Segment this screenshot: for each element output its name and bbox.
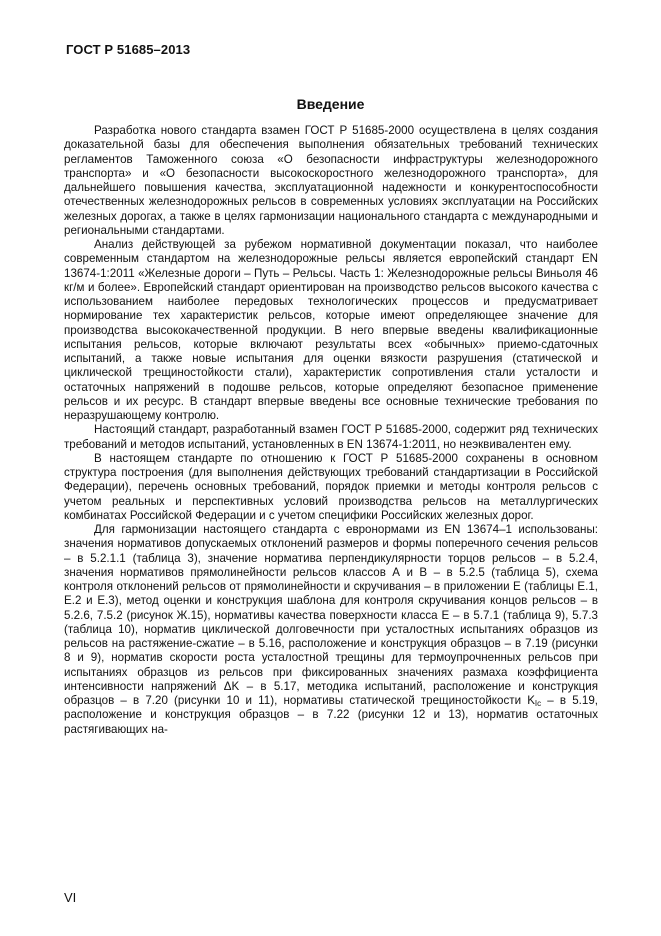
paragraph-text-part: – в 5.19, расположение и конструкция образцов – в 7.22 (рисунки 12 и 13), норматив остаточных растягивающих на- bbox=[64, 694, 598, 736]
paragraph: Настоящий стандарт, разработанный взамен ГОСТ Р 51685-2000, содержит ряд технических требований и методов испытаний, установленных в EN 13674-1:2011, но неэквивалентен ему. bbox=[64, 423, 598, 451]
paragraph bbox=[64, 523, 598, 737]
paragraph: Анализ действующей за рубежом нормативной документации показал, что наиболее современным стандартом на железнодорожные рельсы является европейский стандарт EN 13674-1:2011 «Железные дороги – Путь – Рельсы. Часть 1: Железнодорожные рельсы Виньоля 46 кг/м и более». Европейский стандарт ориентирован на производство рельсов высокого качества с использованием наиболее передовых технологических процессов и предусматривает нормирование тех характеристик рельсов, которые имеют определяющее значение для производства высококачественной продукции. В него впервые введены квалификационные испытания рельсов, которые включают результаты всех «обычных» приемо-сдаточных испытаний, а также новые испытания для оценки вязкости разрушения (статической и циклической трещиностойкости стали), характеристик сопротивления стали усталости и остаточных напряжений в подошве рельсов, которые определяют безопасное применение рельсов и их ресурс. В стандарт впервые введены все основные технические требования по неразрушающему контролю. bbox=[64, 238, 598, 422]
paragraph-text-part: Для гармонизации настоящего стандарта с евронормами из EN 13674–1 использованы: значения нормативов допускаемых отклонений размеров и формы поперечного сечения рельсов – в 5.2.1.1 (таблица 3), значение норматива перпендикулярности торцов рельсов – в 5.2.4, значения нормативов прямолинейности рельсов классов А и В – в 5.2.5 (таблица 5), схема контроля отклонений рельсов от прямолинейности и скручивания – в приложении Е (таблицы Е.1, Е.2 и Е.3), метод оценки и конструкция шаблона для контроля скручивания концов рельсов – в 5.2.6, 7.5.2 (рисунок Ж.15), нормативы качества поверхности класса Е – в 5.7.1 (таблица 9), 5.7.3 (таблица 10), норматив циклической долговечности при усталостных испытаниях образцов из рельсов на растяжение-сжатие – в 5.16, расположение и конструкция образцов – в 7.19 (рисунки 8 и 9), норматив скорости роста усталостной трещины для термоупрочненных рельсов при испытаниях образцов из рельсов при фиксированных значениях размаха коэффициента интенсивности напряжений ΔK – в 5.17, методика испытаний, расположение и конструкция образцов – в 7.20 (рисунки 10 и 11), нормативы статической трещиностойкости K bbox=[64, 523, 598, 707]
page-number: VI bbox=[64, 890, 77, 905]
paragraph: В настоящем стандарте по отношению к ГОСТ Р 51685-2000 сохранены в основном структура построения (для выполнения действующих требований стандартизации в Российской Федерации), перечень основных требований, порядок приемки и методы контроля рельсов с учетом реальных и перспективных условий производства рельсов на металлургических комбинатах Российской Федерации и с учетом специфики Российских железных дорог. bbox=[64, 451, 598, 522]
paragraph: Разработка нового стандарта взамен ГОСТ Р 51685-2000 осуществлена в целях создания доказательной базы для обеспечения выполнения обязательных требований технических регламентов Таможенного союза «О безопасности инфраструктуры железнодорожного транспорта» и «О безопасности высокоскоростного железнодорожного транспорта», для дальнейшего повышения качества, эксплуатационной надежности и конкурентоспособности отечественных железнодорожных рельсов в современных условиях эксплуатации на Российских железных дорогах, а также в целях гармонизации национального стандарта с международными и региональными стандартами. bbox=[64, 124, 598, 237]
subscript: Ic bbox=[534, 699, 542, 708]
document-header: ГОСТ Р 51685–2013 bbox=[66, 42, 191, 57]
document-body bbox=[64, 124, 598, 737]
section-title: Введение bbox=[296, 96, 365, 112]
